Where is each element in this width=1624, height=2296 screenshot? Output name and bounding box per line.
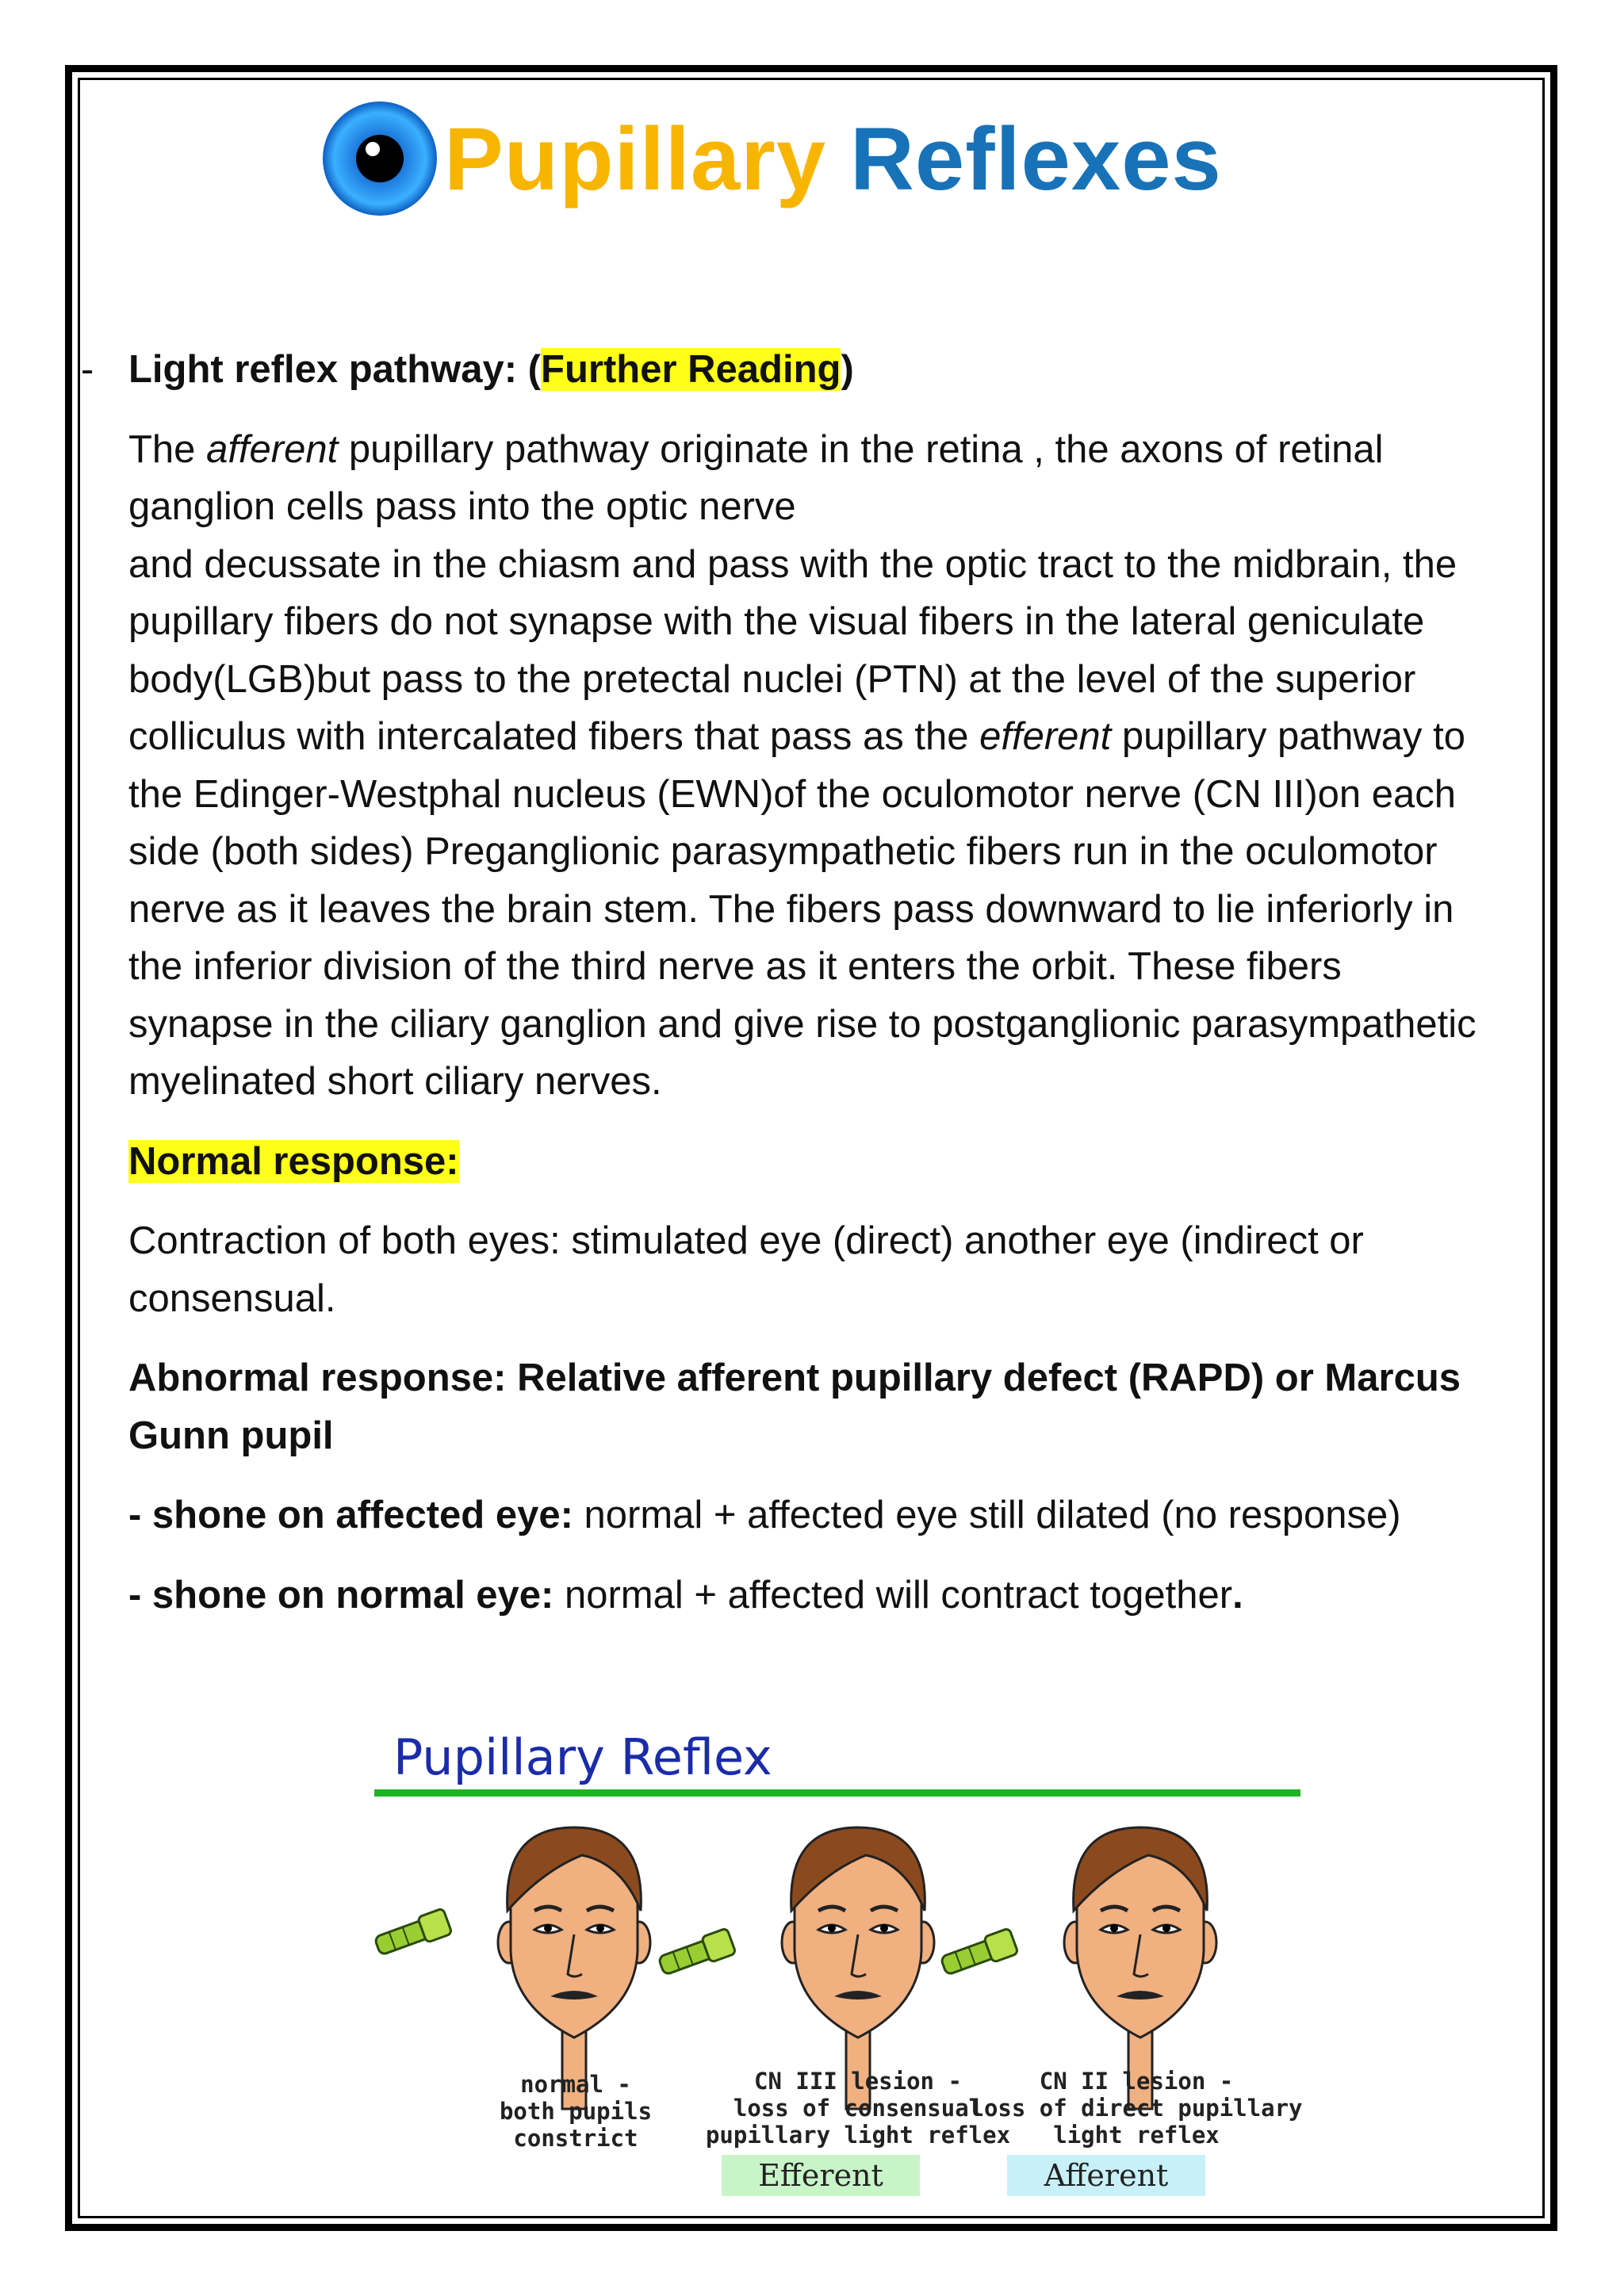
heading-prefix: Light reflex pathway: ( xyxy=(128,348,542,391)
normal-eye-line xyxy=(128,1567,1477,1624)
page-title xyxy=(444,108,1222,210)
normal-eye-text: normal + affected will contract together xyxy=(553,1573,1233,1617)
affected-eye-line xyxy=(128,1487,1477,1544)
flashlight-icon xyxy=(373,1908,452,1959)
flashlight-icon xyxy=(939,1928,1018,1979)
flashlight-icon xyxy=(657,1928,736,1979)
title-word-reflexes: Reflexes xyxy=(850,109,1222,209)
bullet-dash: - xyxy=(81,348,94,391)
normal-response-text: Contraction of both eyes: stimulated eye (direct) another eye (indirect or consensual. xyxy=(128,1219,1364,1320)
pathway-paragraph xyxy=(128,421,1477,1111)
para-text-3: and decussate in the chiasm and pass with the optic tract to the midbrain, the pupillary fibers do not synapse with the visual fibers in the lateral geniculate body(LGB)but pass to the pretectal nuclei (PTN) at the level of the superior colliculus with intercalated fibers that pass as the xyxy=(128,542,1457,758)
page-header xyxy=(320,95,1222,222)
section-heading xyxy=(128,341,1477,399)
para-em-afferent: afferent xyxy=(206,427,339,471)
para-text-4: pupillary pathway to the Edinger-Westphal nucleus (EWN)of the oculomotor nerve (CN III)on each side (both sides) Preganglionic parasympathetic fibers run in the oculomotor nerve as it leaves the brain stem. The fibers pass downward to lie inferiorly in the inferior division of the third nerve as it enters the orbit. These fibers synapse in the ciliary ganglion and give rise to postganglionic parasympathetic myelinated short ciliary nerves. xyxy=(128,715,1477,1103)
affected-eye-label: - shone on affected eye: xyxy=(128,1494,573,1536)
caption-cn3-lesion: CN III lesion - loss of consensual pupillary light reflex xyxy=(705,2068,1011,2149)
heading-suffix: ) xyxy=(841,348,854,391)
abnormal-response-heading: Abnormal response: Relative afferent pupillary defect (RAPD) or Marcus Gunn pupil xyxy=(128,1357,1461,1457)
main-content xyxy=(128,341,1477,1624)
face-cn2-lesion xyxy=(1064,1827,1216,2109)
caption-normal: normal - both pupils constrict xyxy=(499,2071,653,2152)
pupillary-reflex-figure xyxy=(370,1705,1305,2212)
efferent-tag: Efferent xyxy=(722,2155,920,2196)
figure-divider xyxy=(374,1789,1300,1797)
para-text-1: The xyxy=(128,427,207,471)
eye-icon xyxy=(320,99,439,218)
afferent-tag: Afferent xyxy=(1007,2155,1205,2196)
face-cn3-lesion xyxy=(782,1827,934,2109)
normal-eye-period: . xyxy=(1232,1573,1243,1617)
title-word-pupillary: Pupillary xyxy=(444,109,827,209)
para-em-efferent: efferent xyxy=(979,715,1112,758)
caption-cn2-lesion: CN II lesion - loss of direct pupillary light reflex xyxy=(970,2068,1303,2149)
normal-eye-label: - shone on normal eye: xyxy=(128,1573,554,1617)
affected-eye-text: normal + affected eye still dilated (no response) xyxy=(573,1494,1401,1536)
normal-response-heading xyxy=(128,1133,1477,1191)
para-text-2: pupillary pathway originate in the retina , the axons of retinal ganglion cells pass into the optic nerve xyxy=(128,427,1384,528)
normal-response-label: Normal response: xyxy=(128,1139,459,1183)
face-normal xyxy=(498,1827,650,2109)
further-reading-highlight: Further Reading xyxy=(541,348,841,391)
figure-title: Pupillary Reflex xyxy=(393,1728,772,1786)
